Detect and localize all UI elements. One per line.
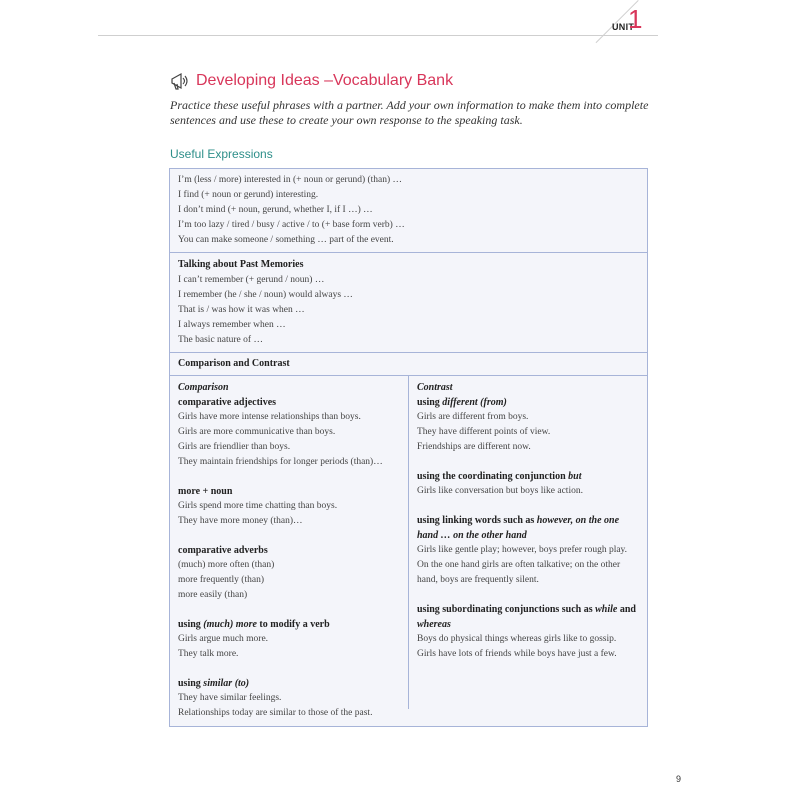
- contrast-column: [409, 376, 647, 709]
- header-rule: [98, 35, 658, 36]
- expression-line: I always remember when …: [178, 320, 286, 330]
- example-line: Girls are friendlier than boys.: [178, 442, 291, 452]
- group-heading: using the coordinating conjunction but: [417, 471, 582, 482]
- comparison-column: [170, 376, 409, 718]
- intro-text: Practice these useful phrases with a partner. Add your own information to make them into complete sentences and use these to create your own response to the speaking task.: [170, 98, 649, 127]
- general-expressions-block: [170, 169, 647, 253]
- example-line: Girls argue much more.: [178, 634, 269, 644]
- example-line: They talk more.: [178, 649, 239, 659]
- example-line: Friendships are different now.: [417, 442, 531, 452]
- expression-line: You can make someone / something … part of the event.: [178, 235, 394, 245]
- example-line: Girls like conversation but boys like action.: [417, 486, 583, 496]
- example-line: Girls have more intense relationships than boys.: [178, 412, 361, 422]
- example-line: more easily (than): [178, 590, 248, 600]
- expression-line: I’m too lazy / tired / busy / active / to (+ base form verb) …: [178, 220, 405, 230]
- section-heading: [168, 70, 453, 92]
- example-line: On the one hand girls are often talkative; on the other hand, boys are frequently silent.: [417, 560, 621, 585]
- expression-line: I don’t mind (+ noun, gerund, whether I, if I …) …: [178, 205, 373, 215]
- example-line: Girls are different from boys.: [417, 412, 529, 422]
- expression-line: I find (+ noun or gerund) interesting.: [178, 190, 319, 200]
- megaphone-icon: [168, 70, 190, 92]
- past-memories-heading: Talking about Past Memories: [178, 259, 304, 270]
- example-line: Boys do physical things whereas girls like to gossip.: [417, 634, 617, 644]
- group-heading: using linking words such as however, on the one hand … on the other hand: [417, 515, 620, 541]
- comparison-contrast-heading: Comparison and Contrast: [178, 358, 290, 369]
- unit-label: UNIT: [612, 22, 635, 32]
- group-heading: using similar (to): [178, 678, 250, 689]
- comparison-contrast-columns: [170, 376, 647, 718]
- unit-number: 1: [628, 4, 643, 34]
- contrast-heading: Contrast: [417, 382, 453, 393]
- example-line: They have more money (than)…: [178, 516, 303, 526]
- group-heading: using (much) more to modify a verb: [178, 619, 330, 630]
- group-heading: comparative adverbs: [178, 545, 268, 556]
- group-heading: comparative adjectives: [178, 397, 277, 408]
- expressions-box: [169, 168, 648, 727]
- expression-line: I can’t remember (+ gerund / noun) …: [178, 275, 325, 285]
- group-heading: more + noun: [178, 486, 233, 497]
- expression-line: I remember (he / she / noun) would always …: [178, 290, 353, 300]
- group-heading: using different (from): [417, 397, 507, 408]
- example-line: more frequently (than): [178, 575, 264, 585]
- useful-expressions-title: Useful Expressions: [170, 147, 273, 161]
- group-heading: using subordinating conjunctions such as while and whereas: [417, 604, 636, 630]
- comparison-heading: Comparison: [178, 382, 229, 393]
- example-line: (much) more often (than): [178, 560, 275, 570]
- example-line: Girls spend more time chatting than boys.: [178, 501, 338, 511]
- example-line: Girls have lots of friends while boys have just a few.: [417, 649, 617, 659]
- section-title: Developing Ideas –Vocabulary Bank: [196, 72, 454, 89]
- example-line: They have similar feelings.: [178, 693, 282, 703]
- comparison-contrast-header: [170, 353, 647, 376]
- example-line: Relationships today are similar to those of the past.: [178, 708, 373, 718]
- expression-line: The basic nature of …: [178, 335, 263, 345]
- example-line: They have different points of view.: [417, 427, 551, 437]
- page-number: 9: [676, 774, 682, 784]
- example-line: They maintain friendships for longer periods (than)…: [178, 457, 383, 467]
- expression-line: That is / was how it was when …: [178, 305, 305, 315]
- expression-line: I’m (less / more) interested in (+ noun or gerund) (than) …: [178, 175, 403, 185]
- example-line: Girls like gentle play; however, boys prefer rough play.: [417, 545, 628, 555]
- example-line: Girls are more communicative than boys.: [178, 427, 336, 437]
- past-memories-block: [170, 253, 647, 353]
